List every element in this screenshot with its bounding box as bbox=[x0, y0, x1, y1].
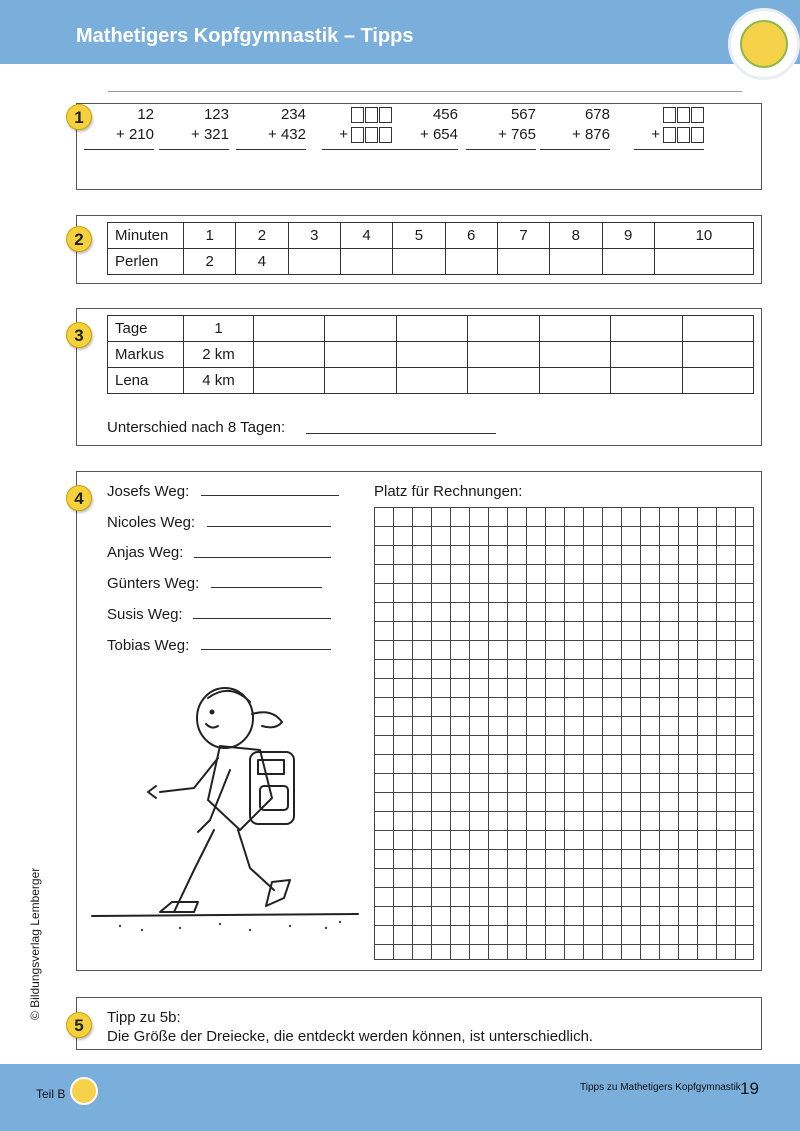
header-bar bbox=[0, 0, 800, 64]
addition-problem-8-blank bbox=[634, 105, 704, 150]
empty-cell[interactable] bbox=[254, 342, 325, 368]
sum-line bbox=[322, 149, 392, 150]
digit-box[interactable] bbox=[677, 107, 690, 123]
addend-top: 456 bbox=[432, 106, 458, 123]
addend-top: 12 bbox=[137, 106, 154, 123]
sum-line bbox=[634, 149, 704, 150]
top-rule bbox=[108, 91, 742, 92]
addend-top: 567 bbox=[510, 106, 536, 123]
tip-title: Tipp zu 5b: bbox=[107, 1009, 181, 1026]
footer-subtitle: Tipps zu Mathetigers Kopfgymnastik bbox=[580, 1082, 741, 1093]
way-label-anja: Anjas Weg: bbox=[107, 544, 184, 561]
addend-top: 234 bbox=[280, 106, 306, 123]
pearl-cell[interactable] bbox=[340, 249, 392, 275]
empty-cell[interactable] bbox=[539, 316, 610, 342]
way-label-nicole: Nicoles Weg: bbox=[107, 514, 196, 531]
empty-cell[interactable] bbox=[539, 368, 610, 394]
way-label-susi: Susis Weg: bbox=[107, 606, 183, 623]
task-4-number: 4 bbox=[66, 485, 92, 511]
digit-box[interactable] bbox=[365, 127, 378, 143]
empty-cell[interactable] bbox=[611, 342, 682, 368]
minute-cell: 7 bbox=[497, 223, 549, 249]
digit-box[interactable] bbox=[365, 107, 378, 123]
addend-bottom: + 765 bbox=[498, 126, 536, 143]
minute-cell: 4 bbox=[340, 223, 392, 249]
task-1-number: 1 bbox=[66, 104, 92, 130]
tip-text: Die Größe der Dreiecke, die entdeckt werden können, ist unterschiedlich. bbox=[107, 1028, 594, 1045]
digit-box[interactable] bbox=[663, 107, 676, 123]
digit-box[interactable] bbox=[351, 107, 364, 123]
empty-cell[interactable] bbox=[468, 342, 539, 368]
pearl-cell[interactable]: 4 bbox=[236, 249, 288, 275]
answer-line[interactable] bbox=[211, 587, 322, 588]
empty-cell[interactable] bbox=[611, 316, 682, 342]
row-label: Perlen bbox=[108, 249, 184, 275]
tiger-logo bbox=[728, 8, 800, 80]
pearls-row bbox=[108, 249, 754, 275]
answer-line[interactable] bbox=[201, 495, 339, 496]
empty-cell[interactable] bbox=[611, 368, 682, 394]
difference-label: Unterschied nach 8 Tagen: bbox=[107, 419, 286, 436]
tiger-icon bbox=[740, 20, 788, 68]
addition-problem-5 bbox=[388, 105, 458, 150]
addition-problem-7 bbox=[540, 105, 610, 150]
addition-problem-3 bbox=[236, 105, 306, 150]
empty-cell[interactable] bbox=[682, 368, 753, 394]
minute-cell: 5 bbox=[393, 223, 445, 249]
empty-cell[interactable] bbox=[396, 316, 467, 342]
value-cell: 4 km bbox=[184, 368, 254, 394]
walking-girl-illustration bbox=[90, 680, 360, 940]
pearl-cell[interactable] bbox=[497, 249, 549, 275]
empty-cell[interactable] bbox=[325, 316, 396, 342]
addend-bottom: + 432 bbox=[268, 126, 306, 143]
tiger-small-icon bbox=[70, 1077, 98, 1105]
empty-cell[interactable] bbox=[539, 342, 610, 368]
pearl-cell[interactable] bbox=[288, 249, 340, 275]
difference-answer-line[interactable] bbox=[306, 433, 496, 434]
minute-cell: 3 bbox=[288, 223, 340, 249]
minute-cell: 8 bbox=[550, 223, 602, 249]
days-distance-table bbox=[107, 315, 754, 394]
minute-cell: 2 bbox=[236, 223, 288, 249]
digit-box[interactable] bbox=[351, 127, 364, 143]
minute-cell: 1 bbox=[184, 223, 236, 249]
empty-cell[interactable] bbox=[254, 316, 325, 342]
empty-cell[interactable] bbox=[325, 368, 396, 394]
calculation-grid[interactable] bbox=[374, 507, 754, 960]
lena-row bbox=[108, 368, 754, 394]
empty-cell[interactable] bbox=[396, 342, 467, 368]
minutes-row bbox=[108, 223, 754, 249]
addend-bottom: + 654 bbox=[420, 126, 458, 143]
calculation-space-label: Platz für Rechnungen: bbox=[374, 483, 523, 500]
way-label-tobias: Tobias Weg: bbox=[107, 637, 190, 654]
answer-line[interactable] bbox=[193, 618, 331, 619]
page-title: Mathetigers Kopfgymnastik – Tipps bbox=[76, 25, 414, 47]
sum-line bbox=[84, 149, 154, 150]
addition-problem-2 bbox=[159, 105, 229, 150]
footer-part-label: Teil B bbox=[36, 1087, 66, 1101]
pearl-cell[interactable] bbox=[393, 249, 445, 275]
task-3-number: 3 bbox=[66, 322, 92, 348]
addend-top: 678 bbox=[584, 106, 610, 123]
addend-bottom: + 321 bbox=[191, 126, 229, 143]
addition-problem-6 bbox=[466, 105, 536, 150]
minutes-pearls-table bbox=[107, 222, 754, 275]
empty-cell[interactable] bbox=[325, 342, 396, 368]
row-label: Markus bbox=[108, 342, 184, 368]
digit-box[interactable] bbox=[677, 127, 690, 143]
pearl-cell[interactable] bbox=[550, 249, 602, 275]
value-cell: 1 bbox=[184, 316, 254, 342]
footer-bar bbox=[0, 1064, 800, 1131]
empty-cell[interactable] bbox=[254, 368, 325, 394]
sum-line bbox=[388, 149, 458, 150]
row-label: Tage bbox=[108, 316, 184, 342]
empty-cell[interactable] bbox=[468, 368, 539, 394]
way-label-guenter: Günters Weg: bbox=[107, 575, 200, 592]
answer-line[interactable] bbox=[194, 557, 331, 558]
pearl-cell[interactable] bbox=[654, 249, 753, 275]
minute-cell: 10 bbox=[654, 223, 753, 249]
sum-line bbox=[540, 149, 610, 150]
plus-sign: + bbox=[339, 126, 348, 144]
addend-bottom: + 876 bbox=[572, 126, 610, 143]
way-label-josef: Josefs Weg: bbox=[107, 483, 190, 500]
empty-cell[interactable] bbox=[682, 342, 753, 368]
plus-sign: + bbox=[651, 126, 660, 144]
pearl-cell[interactable] bbox=[445, 249, 497, 275]
empty-cell[interactable] bbox=[468, 316, 539, 342]
task-5-number: 5 bbox=[66, 1012, 92, 1038]
digit-box[interactable] bbox=[691, 127, 704, 143]
addition-problem-1 bbox=[84, 105, 154, 150]
answer-line[interactable] bbox=[207, 526, 331, 527]
addend-top: 123 bbox=[203, 106, 229, 123]
pearl-cell[interactable] bbox=[602, 249, 654, 275]
answer-line[interactable] bbox=[201, 649, 331, 650]
minute-cell: 9 bbox=[602, 223, 654, 249]
digit-box[interactable] bbox=[691, 107, 704, 123]
addend-bottom: + 210 bbox=[116, 126, 154, 143]
task-2-number: 2 bbox=[66, 226, 92, 252]
row-label: Lena bbox=[108, 368, 184, 394]
sum-line bbox=[236, 149, 306, 150]
digit-box[interactable] bbox=[663, 127, 676, 143]
markus-row bbox=[108, 342, 754, 368]
days-row bbox=[108, 316, 754, 342]
empty-cell[interactable] bbox=[682, 316, 753, 342]
sum-line bbox=[466, 149, 536, 150]
addition-problem-4-blank bbox=[322, 105, 392, 150]
minute-cell: 6 bbox=[445, 223, 497, 249]
pearl-cell[interactable]: 2 bbox=[184, 249, 236, 275]
row-label: Minuten bbox=[108, 223, 184, 249]
copyright-notice: © Bildungsverlag Lemberger bbox=[28, 867, 42, 1020]
sum-line bbox=[159, 149, 229, 150]
empty-cell[interactable] bbox=[396, 368, 467, 394]
page-number: 19 bbox=[740, 1079, 759, 1098]
value-cell: 2 km bbox=[184, 342, 254, 368]
